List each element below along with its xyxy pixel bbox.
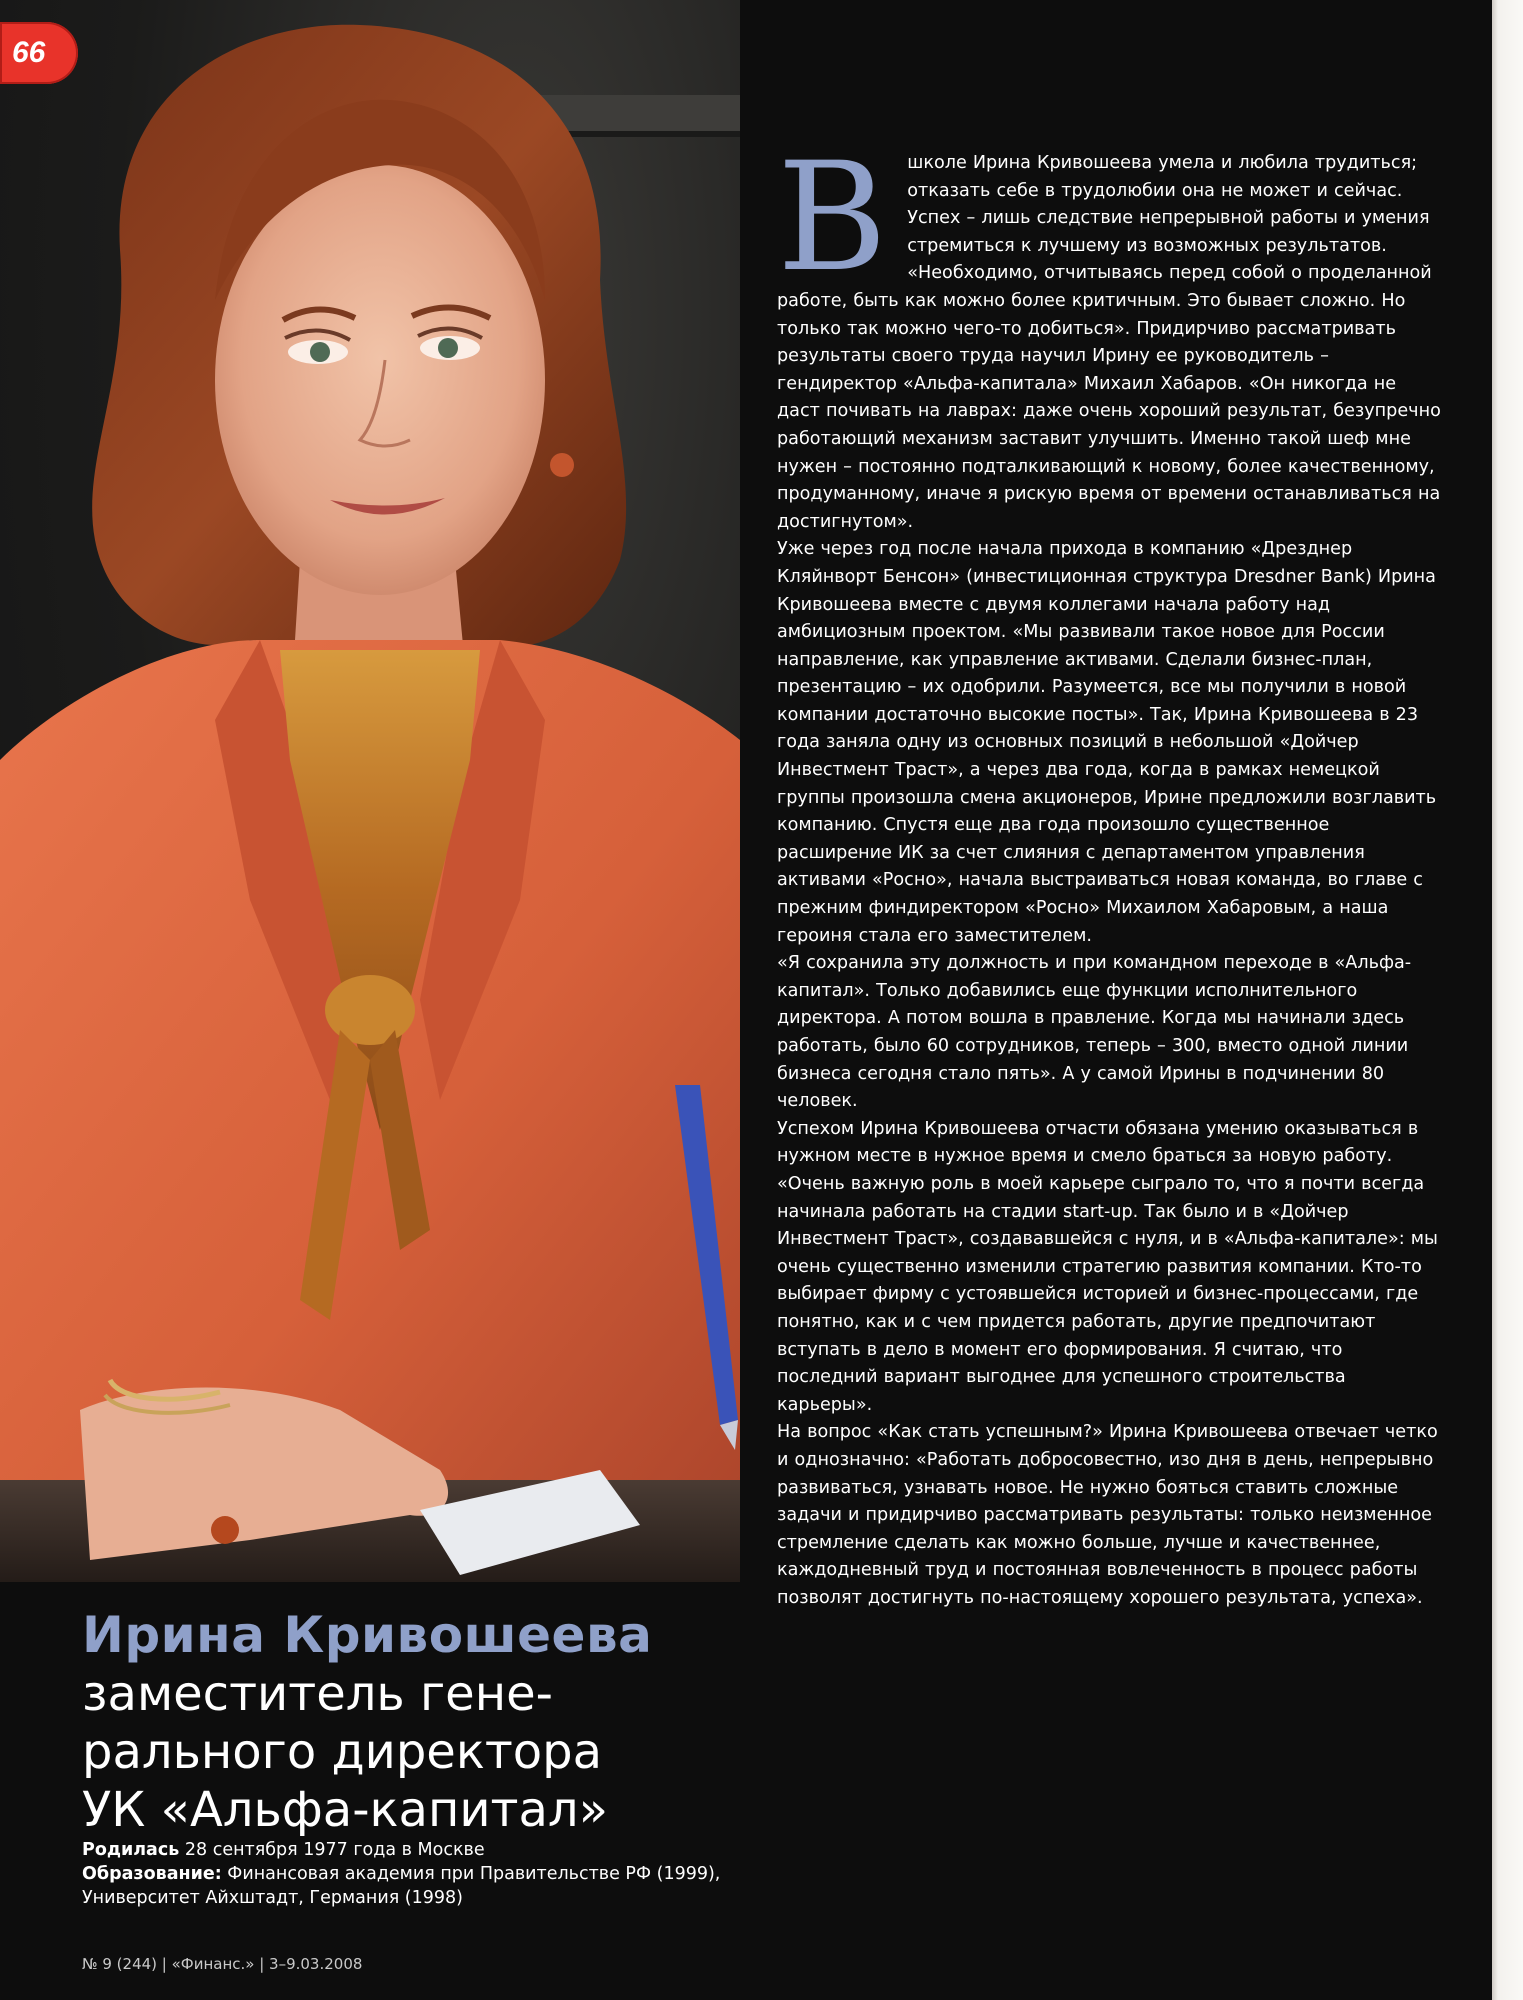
person-title-line-2: рального директора [82, 1724, 603, 1780]
education-label: Образование: [82, 1864, 222, 1884]
portrait-illustration [0, 0, 740, 1582]
person-name: Ирина Кривошеева [82, 1606, 653, 1664]
person-title-line-1: заместитель гене- [82, 1666, 553, 1722]
article-paragraph-2: Уже через год после начала прихода в компанию «Дрезднер Кляйнворт Бенсон» (инвестиционная структура Dresdner Bank) Ирина Кривошеева вместе с двумя коллегами начала работу над амбициозным проектом. «Мы развивали такое новое для России направление, как управление активами. Сделали бизнес-план, презентацию – их одобрили. Разумеется, все мы получили в новой компании достаточно высокие посты». Так, Ирина Кривошеева в 23 года заняла одну из основных позиций в небольшой «Дойчер Инвестмент Траст», а через два года, когда в рамках немецкой группы произошла смена акционеров, Ирине предложили возглавить компанию. Спустя еще два года произошло существенное расширение ИК за счет слияния с департаментом управления активами «Росно», начала выстраиваться новая команда, во главе с прежним финдиректором «Росно» Михаилом Хабаровым, а наша героиня стала его заместителем. [777, 539, 1437, 946]
drop-cap: В [777, 131, 888, 305]
article-body [777, 131, 1442, 1612]
article-paragraph-4: Успехом Ирина Кривошеева отчасти обязана умению оказываться в нужном месте в нужное время и смело браться за новую работу. «Очень важную роль в моей карьере сыграло то, что я почти всегда начинала работать на стадии start-up. Так было и в «Дойчер Инвестмент Траст», создававшейся с нуля, и в «Альфа-капитале»: мы очень существенно изменили стратегию развития компании. Кто-то выбирает фирму с устоявшейся историей и бизнес-процессами, где понятно, как и с чем придется работать, другие предпочитают вступать в дело в момент его формирования. Я считаю, что последний вариант выгоднее для успешного строительства карьеры». [777, 1118, 1438, 1415]
born-label: Родилась [82, 1840, 180, 1860]
education-value: Финансовая академия при Правительстве РФ (1999), [221, 1864, 721, 1884]
biography-facts [82, 1838, 762, 1910]
portrait-photo [0, 0, 740, 1582]
article-paragraph-1: школе Ирина Кривошеева умела и любила трудиться; отказать себе в трудолюбии она не может и сейчас. Успех – лишь следствие непрерывной работы и умения стремиться к лучшему из возможных результатов. «Необходимо, отчитываясь перед собой о проделанной работе, быть как можно более критичным. Это бывает сложно. Но только так можно чего-то добиться». Придирчиво рассматривать результаты своего труда научил Ирину ее руководитель – гендиректор «Альфа-капитала» Михаил Хабаров. «Он никогда не даст почивать на лаврах: даже очень хороший результат, безупречно работающий механизм заставит улучшить. Именно такой шеф мне нужен – постоянно подталкивающий к новому, более качественному, продуманному, иначе я рискую время от времени останавливаться на достигнутом». [777, 153, 1441, 532]
education-fact-cont: Университет Айхштадт, Германия (1998) [82, 1888, 464, 1908]
issue-footer: № 9 (244) | «Финанс.» | 3–9.03.2008 [82, 1955, 363, 1973]
paper-edge [1492, 0, 1523, 2000]
page-number: 66 [12, 36, 46, 69]
born-value: 28 сентября 1977 года в Москве [179, 1840, 485, 1860]
born-fact [82, 1838, 762, 1862]
person-title-line-3: УК «Альфа-капитал» [82, 1782, 608, 1838]
article-paragraph-5: На вопрос «Как стать успешным?» Ирина Кривошеева отвечает четко и однозначно: «Работать добросовестно, изо дня в день, непрерывно развиваться, узнавать новое. Не нужно бояться ставить сложные задачи и придирчиво рассматривать результаты: только неизменное стремление сделать как можно больше, лучше и качественнее, каждодневный труд и постоянная вовлеченность в процесс работы позволят достигнуть по-настоящему хорошего результата, успеха». [777, 1422, 1438, 1608]
article-paragraph-3: «Я сохранила эту должность и при командном переходе в «Альфа-капитал». Только добавились еще функции исполнительного директора. А потом вошла в правление. Когда мы начинали здесь работать, было 60 сотрудников, теперь – 300, вместо одной линии бизнеса сегодня стало пять». А у самой Ирины в подчинении 80 человек. [777, 953, 1412, 1112]
education-fact [82, 1862, 762, 1886]
caption-block [82, 1605, 732, 1839]
